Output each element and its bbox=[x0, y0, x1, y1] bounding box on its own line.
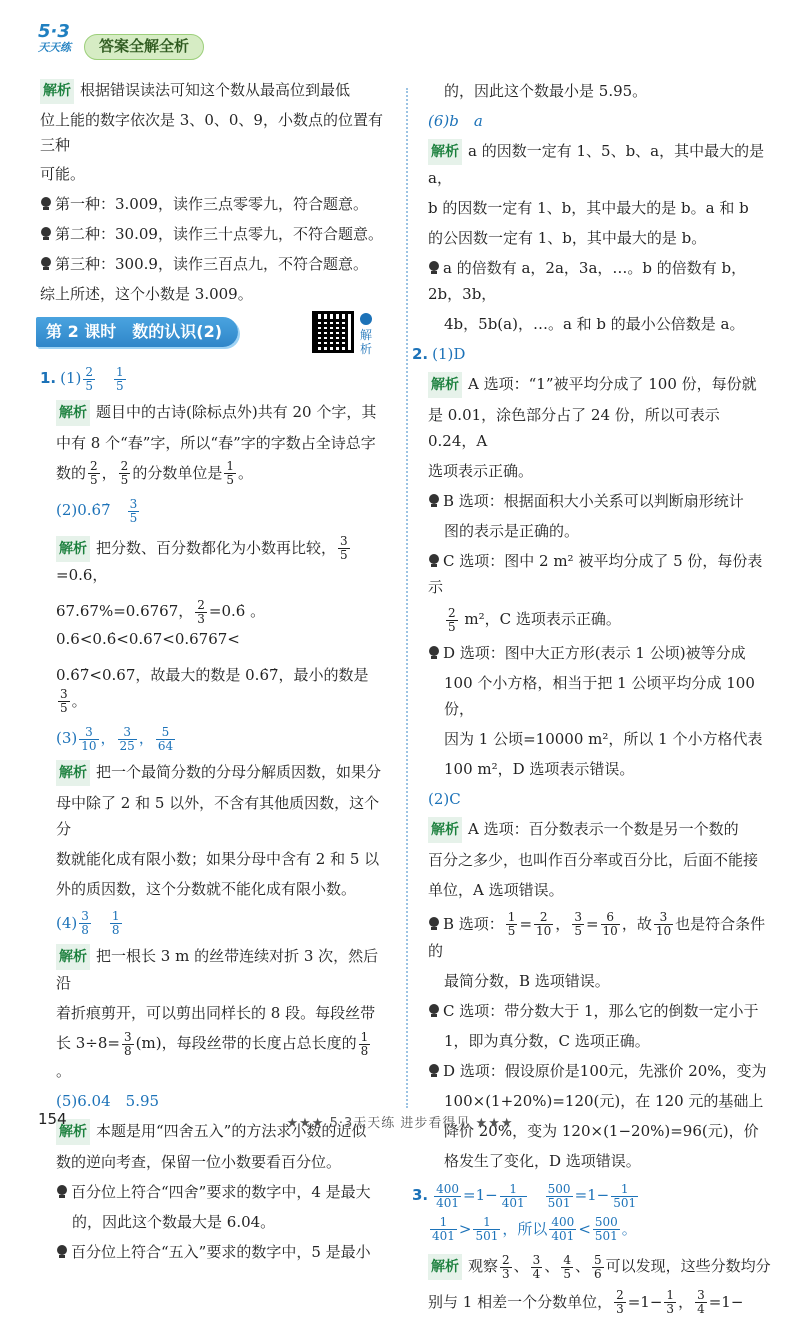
text-line: 中有 8 个“春”字，所以“春”字的字数占全诗总字 bbox=[56, 433, 376, 452]
lesson-title: 第 2 课时 数的认识(2) bbox=[36, 317, 238, 347]
text-line: 的公因数一定有 1、b，其中最大的是 b。 bbox=[428, 229, 707, 247]
text-line: 67.67%=0.6767， $\frac{2}{3}$ =0.6̇ 。0.6<0.6̇<0.67<0.6767< bbox=[56, 597, 266, 648]
answer-line: (5)6.04 5.95 bbox=[56, 1091, 160, 1110]
analysis-tag: 解析 bbox=[56, 760, 90, 786]
text-line: 解析 题目中的古诗(除标点外)共有 20 个字，其 bbox=[40, 399, 384, 426]
text-line: 数的 $\frac{2}{5}$ ， $\frac{2}{5}$ 的分数单位是 $\frac{1}{5}$ 。 bbox=[56, 459, 253, 487]
bulb-icon bbox=[428, 646, 440, 660]
qr-label: 解析 bbox=[360, 313, 374, 356]
bullet-item: B 选项：根据面积大小关系可以判断扇形统计 bbox=[428, 488, 772, 514]
answer-line: (6)b a bbox=[428, 112, 483, 130]
text-line: 可能。 bbox=[40, 165, 86, 183]
analysis-tag: 解析 bbox=[40, 79, 74, 104]
analysis-tag: 解析 bbox=[56, 1119, 90, 1145]
bulb-icon bbox=[56, 1185, 68, 1199]
text-line: 长 3÷8= $\frac{3}{8}$ (m)，每段丝带的长度占总长度的 $\frac{1}{8}$ 。 bbox=[56, 1029, 369, 1080]
text-line: 1，即为真分数，C 选项正确。 bbox=[444, 1032, 650, 1050]
text-line: $\frac{2}{5}$ m²，C 选项表示正确。 bbox=[448, 605, 621, 634]
text-line: 数就能化成有限小数；如果分母中含有 2 和 5 以 bbox=[56, 849, 380, 868]
page-footer bbox=[0, 1104, 800, 1144]
text-line: 位上能的数字依次是 3、0、0、9，小数点的位置有三种 bbox=[40, 111, 383, 154]
text-line: 最简分数，B 选项错误。 bbox=[444, 972, 610, 990]
bulb-icon bbox=[428, 1004, 440, 1018]
text-line: 母中除了 2 和 5 以外，不含有其他质因数，这个分 bbox=[56, 793, 380, 838]
text-line: 的，因此这个数最小是 5.95。 bbox=[444, 82, 648, 100]
bulb-icon bbox=[428, 917, 440, 931]
analysis-tag: 解析 bbox=[56, 944, 90, 970]
bulb-icon bbox=[428, 261, 440, 275]
analysis-tag: 解析 bbox=[428, 817, 462, 843]
answer-line: 3. $\frac{400}{401}$ =1− $\frac{1}{401}$ $\frac{500}{501}$ =1− $\frac{1}{501}$ bbox=[412, 1181, 637, 1210]
footer-slogan: ★★★ 5·3天天练 进步看得见 ★★★ bbox=[286, 1116, 514, 1131]
answer-line: (2)C bbox=[428, 789, 461, 808]
bullet-item: a 的倍数有 a，2a，3a，…。b 的倍数有 b，2b，3b， bbox=[428, 259, 747, 303]
play-icon bbox=[360, 313, 372, 325]
text-line: 4b，5b(a)，…。a 和 b 的最小公倍数是 a。 bbox=[444, 315, 745, 333]
bullet-item: C 选项：图中 2 m² 被平均分成了 5 份，每份表示 bbox=[428, 552, 763, 596]
text-line: 解析 根据错误读法可知这个数从最高位到最低 bbox=[40, 78, 384, 104]
bulb-icon bbox=[428, 494, 440, 508]
text-line: 数的逆向考查，保留一位小数要看百分位。 bbox=[56, 1152, 342, 1171]
bulb-icon bbox=[428, 1064, 440, 1078]
bullet-item: 百分位上符合“五入”要求的数字中，5 是最小 bbox=[40, 1239, 384, 1265]
logo: 5·3 天天练 bbox=[38, 21, 71, 54]
text-line: 综上所述，这个小数是 3.009。 bbox=[40, 285, 253, 303]
answer-line: 1. (1) $\frac{2}{5}$ $\frac{1}{5}$ bbox=[40, 364, 124, 393]
lesson-header bbox=[36, 317, 384, 356]
analysis-tag: 解析 bbox=[428, 372, 462, 398]
text-line: 降价 20%，变为 120×(1−20%)=96(元)，价 bbox=[444, 1122, 759, 1140]
text-line: 着折痕剪开，可以剪出同样长的 8 段。每段丝带 bbox=[56, 1004, 376, 1022]
text-line: 解析 a 的因数一定有 1、5、b、a，其中最大的是 a， bbox=[428, 138, 772, 191]
text-line: 解析 把一根长 3 m 的丝带连续对折 3 次，然后沿 bbox=[40, 943, 384, 996]
bulb-icon bbox=[40, 197, 52, 211]
section-title: 答案全解全析 bbox=[84, 34, 204, 60]
text-line: 解析 把一个最简分数的分母分解质因数，如果分 bbox=[40, 759, 384, 786]
bullet-item: 第一种：3.009，读作三点零零九，符合题意。 bbox=[40, 191, 384, 217]
text-line: b 的因数一定有 1、b，其中最大的是 b。a 和 b bbox=[428, 199, 749, 217]
page-number: 154 bbox=[38, 1110, 67, 1128]
text-line: 解析 A 选项：百分数表示一个数是另一个数的 bbox=[428, 816, 772, 843]
bullet-item: D 选项：图中大正方形(表示 1 公顷)被等分成 bbox=[428, 640, 772, 666]
text-line: 的，因此这个数最大是 6.04。 bbox=[72, 1212, 276, 1231]
analysis-tag: 解析 bbox=[56, 536, 90, 562]
bulb-icon bbox=[40, 257, 52, 271]
analysis-tag: 解析 bbox=[428, 1254, 462, 1280]
bullet-item: 第三种：300.9，读作三百点九，不符合题意。 bbox=[40, 251, 384, 277]
bulb-icon bbox=[40, 227, 52, 241]
text-line: 百分之多少，也叫作百分率或百分比，后面不能接 bbox=[428, 850, 759, 869]
text-line: 是 0.01，涂色部分占了 24 份，所以可表示 0.24，A bbox=[428, 406, 720, 450]
text-line: 外的质因数，这个分数就不能化成有限小数。 bbox=[56, 879, 357, 898]
analysis-tag: 解析 bbox=[428, 139, 462, 165]
text-line: 100 m²，D 选项表示错误。 bbox=[444, 759, 635, 778]
bullet-item: 第二种：30.09，读作三十点零九，不符合题意。 bbox=[40, 221, 384, 247]
text-line: 因为 1 公顷=10000 m²，所以 1 个小方格代表 bbox=[444, 729, 763, 748]
bullet-item: C 选项：带分数大于 1，那么它的倒数一定小于 bbox=[428, 998, 772, 1024]
analysis-tag: 解析 bbox=[56, 400, 90, 426]
page-header bbox=[0, 0, 800, 70]
text-line: 别与 1 相差一个分数单位， $\frac{2}{3}$ =1− $\frac{1}{3}$ ， $\frac{3}{4}$ =1− bbox=[428, 1288, 744, 1316]
text-line: 100 个小方格，相当于把 1 公顷平均分成 100 份， bbox=[444, 673, 755, 718]
bulb-icon bbox=[56, 1245, 68, 1259]
bullet-item: 百分位上符合“四舍”要求的数字中，4 是最大 bbox=[40, 1179, 384, 1205]
answer-line: $\frac{1}{401}$ > $\frac{1}{501}$ ，所以 $\frac{400}{401}$ < $\frac{500}{501}$ 。 bbox=[432, 1215, 637, 1243]
bullet-item: D 选项：假设原价是100元，先涨价 20%，变为 bbox=[428, 1058, 772, 1084]
answer-line: 2. (1)D bbox=[412, 345, 466, 363]
qr-code-icon[interactable] bbox=[312, 311, 354, 353]
text-line: 格发生了变化，D 选项错误。 bbox=[444, 1152, 641, 1170]
column-divider bbox=[406, 88, 408, 1108]
text-line: 选项表示正确。 bbox=[428, 462, 534, 480]
answer-line: (4) $\frac{3}{8}$ $\frac{1}{8}$ bbox=[56, 909, 120, 937]
bullet-item: B 选项： $\frac{1}{5}$ = $\frac{2}{10}$ ， $\frac{3}{5}$ = $\frac{6}{10}$ ，故 $\frac{3}{10}$ 也是符合条件的 bbox=[428, 910, 766, 960]
text-line: 0.6̇7̇<0.67，故最大的数是 0.6̇7̇，最小的数是 $\frac{3}{5}$ 。 bbox=[56, 665, 369, 715]
text-line: 解析 A 选项：“1”被平均分成了 100 份，每份就 bbox=[428, 371, 772, 398]
answer-line: (3) $\frac{3}{10}$ ， $\frac{3}{25}$ ， $\frac{5}{64}$ bbox=[56, 724, 174, 753]
text-line: 解析 观察 $\frac{2}{3}$ 、 $\frac{3}{4}$ 、 $\frac{4}{5}$ 、 $\frac{5}{6}$ 可以发现，这些分数均分 bbox=[428, 1253, 772, 1281]
text-line: 图的表示是正确的。 bbox=[444, 522, 580, 540]
bulb-icon bbox=[428, 554, 440, 568]
left-column bbox=[40, 78, 384, 1269]
text-line: 解析 把分数、百分数都化为小数再比较， $\frac{3}{5}$ =0.6， bbox=[56, 534, 348, 584]
text-line: 单位，A 选项错误。 bbox=[428, 880, 564, 899]
text-line: 解析 本题是用“四舍五入”的方法求小数的近似 bbox=[40, 1118, 384, 1145]
text-line: 100×(1+20%)=120(元)，在 120 元的基础上 bbox=[444, 1092, 764, 1110]
answer-line: (2)0.6̇7̇ $\frac{3}{5}$ bbox=[56, 496, 138, 525]
